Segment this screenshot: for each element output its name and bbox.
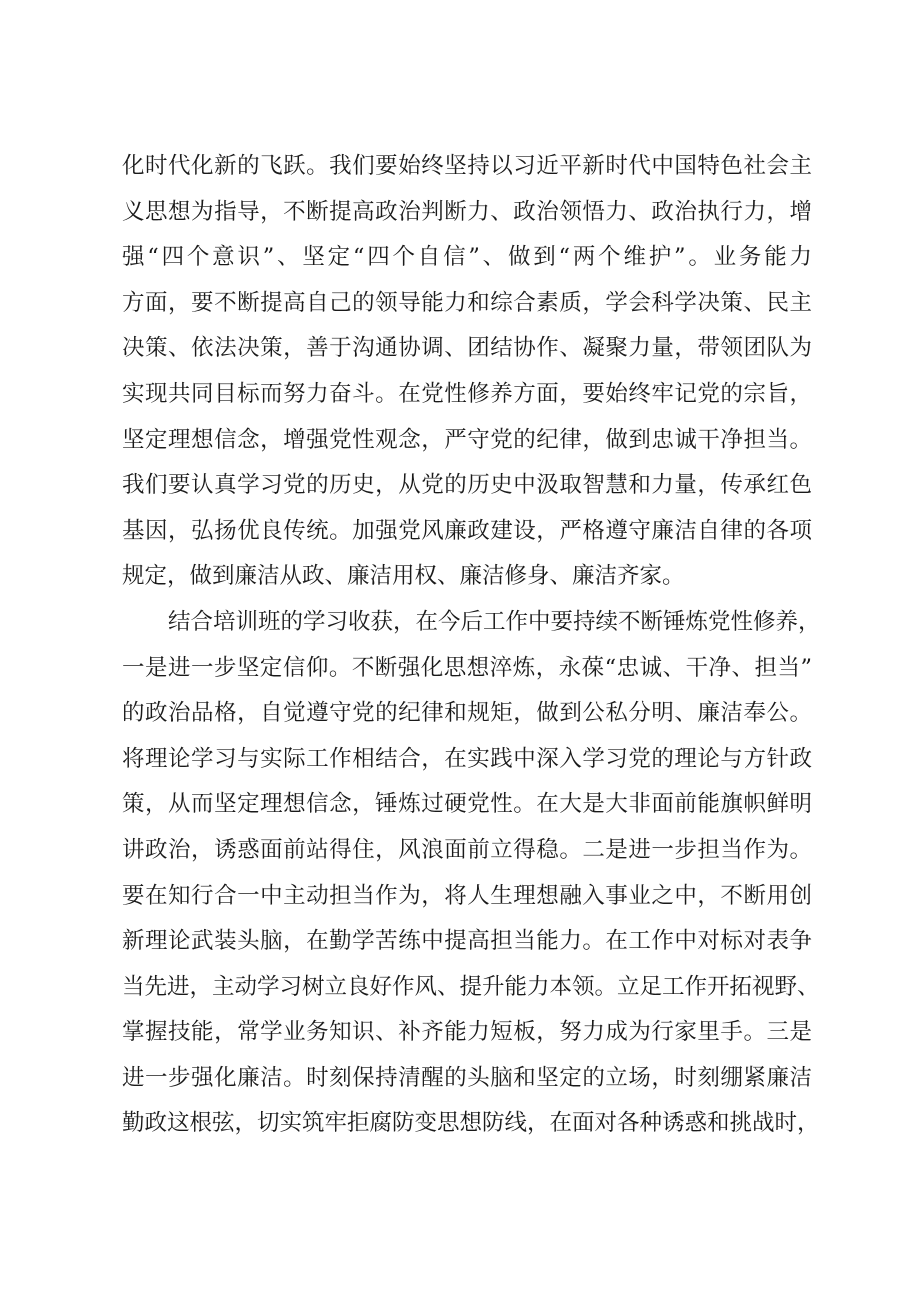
text-line: 化时代化新的飞跃。我们要始终坚持以习近平新时代中国特色社会主 [122, 153, 812, 179]
text-line: 坚定理想信念，增强党性观念，严守党的纪律，做到忠诚干净担当。 [122, 426, 812, 453]
text-line: 策，从而坚定理想信念，锤炼过硬党性。在大是大非面前能旗帜鲜明 [122, 791, 812, 818]
text-line: 强“四个意识”、坚定“四个自信”、做到“两个维护”。业务能力 [122, 244, 812, 271]
text-line: 勤政这根弦，切实筑牢拒腐防变思想防线，在面对各种诱惑和挑战时， [122, 1110, 820, 1137]
text-line: 基因，弘扬优良传统。加强党风廉政建设，严格遵守廉洁自律的各项 [122, 517, 812, 544]
text-line: 掌握技能，常学业务知识、补齐能力短板，努力成为行家里手。三是 [122, 1019, 812, 1046]
text-line: 一是进一步坚定信仰。不断强化思想淬炼，永葆“忠诚、干净、担当” [122, 654, 812, 681]
text-line: 义思想为指导，不断提高政治判断力、政治领悟力、政治执行力，增 [122, 198, 812, 225]
text-line: 新理论武装头脑，在勤学苦练中提高担当能力。在工作中对标对表争 [122, 928, 812, 955]
text-line: 实现共同目标而努力奋斗。在党性修养方面，要始终牢记党的宗旨， [122, 380, 812, 407]
text-line: 我们要认真学习党的历史，从党的历史中汲取智慧和力量，传承红色 [122, 472, 812, 499]
paragraph-end-line: 规定，做到廉洁从政、廉洁用权、廉洁修身、廉洁齐家。 [122, 563, 685, 590]
text-line: 方面，要不断提高自己的领导能力和综合素质，学会科学决策、民主 [122, 289, 812, 316]
text-line: 当先进，主动学习树立良好作风、提升能力本领。立足工作开拓视野、 [122, 973, 820, 1000]
text-line: 进一步强化廉洁。时刻保持清醒的头脑和坚定的立场，时刻绷紧廉洁 [122, 1064, 812, 1091]
text-line: 将理论学习与实际工作相结合，在实践中深入学习党的理论与方针政 [122, 745, 812, 772]
text-line: 的政治品格，自觉遵守党的纪律和规矩，做到公私分明、廉洁奉公。 [122, 700, 812, 727]
text-line: 要在知行合一中主动担当作为，将人生理想融入事业之中，不断用创 [122, 882, 812, 909]
body-text [122, 144, 821, 1147]
paragraph-start-line: 结合培训班的学习收获，在今后工作中要持续不断锤炼党性修养， [168, 608, 821, 635]
text-line: 决策、依法决策，善于沟通协调、团结协作、凝聚力量，带领团队为 [122, 335, 812, 362]
text-line: 讲政治，诱惑面前站得住，风浪面前立得稳。二是进一步担当作为。 [122, 836, 812, 863]
